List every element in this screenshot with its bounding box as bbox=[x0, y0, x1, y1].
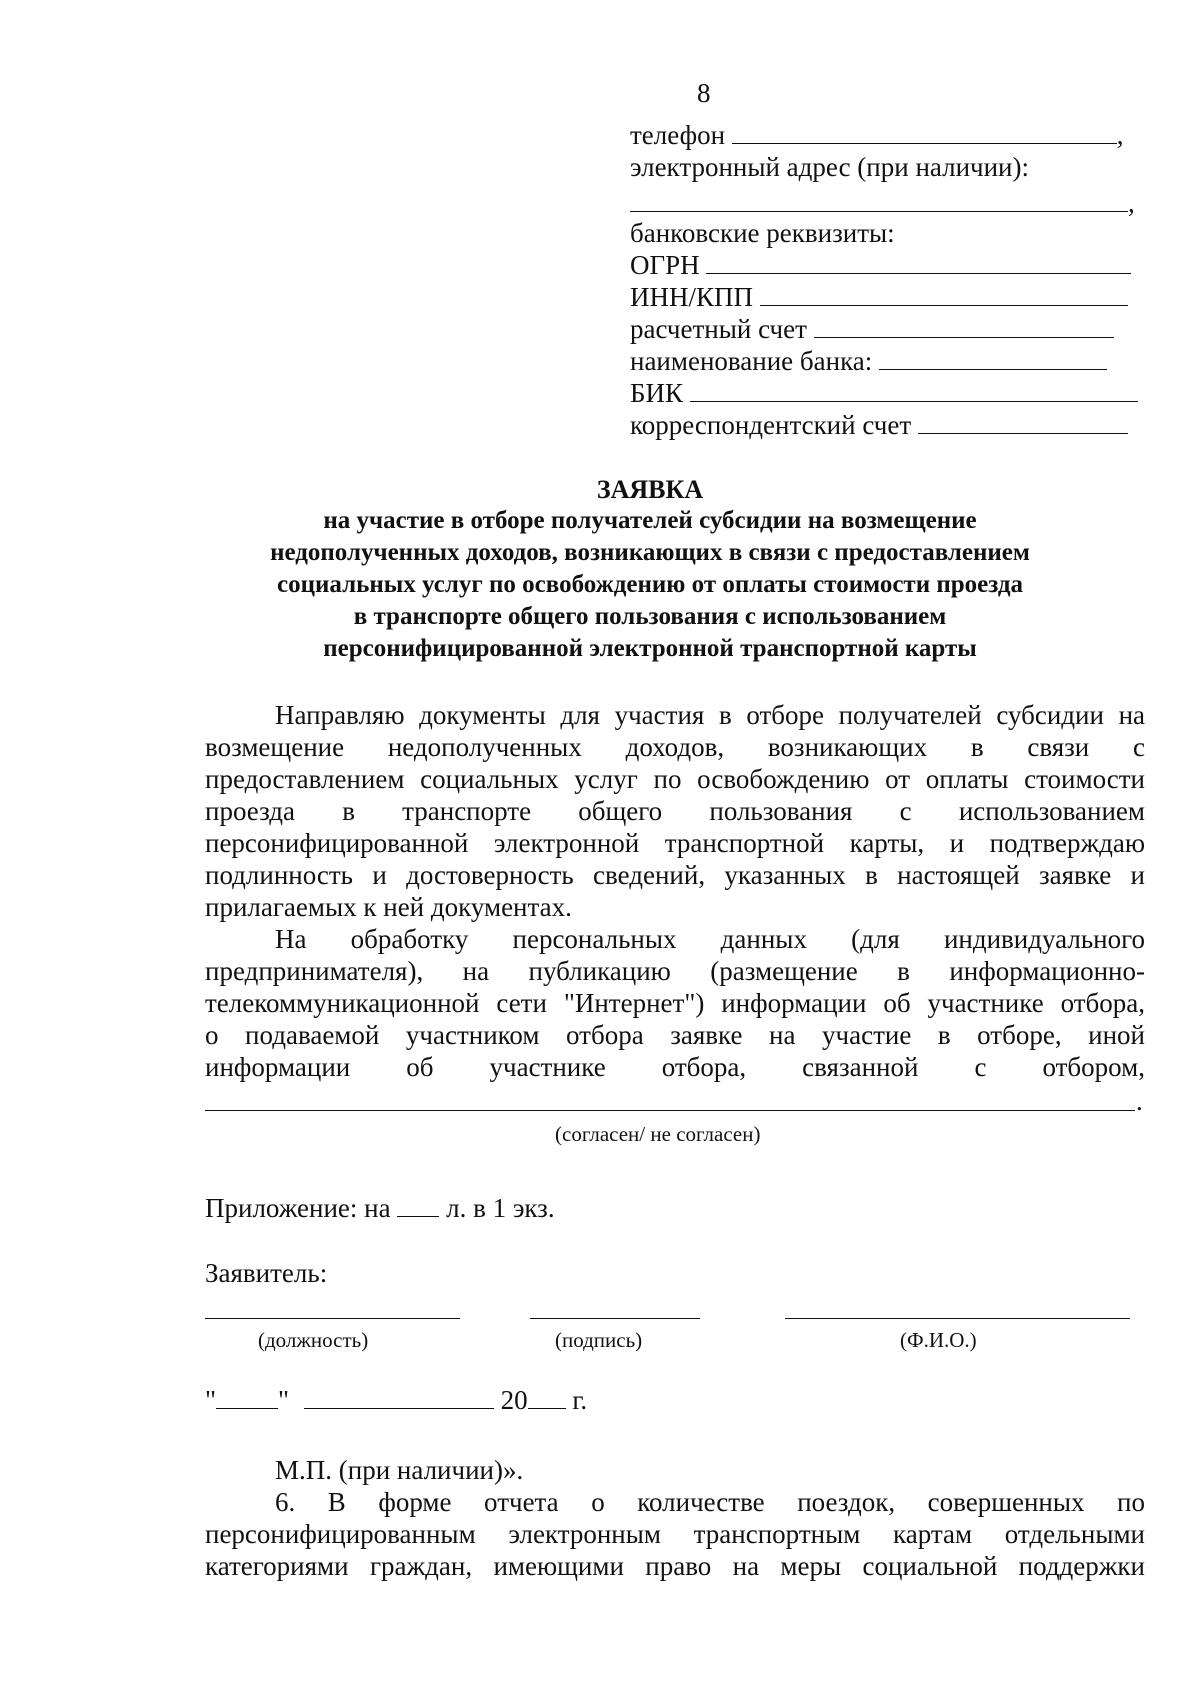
name-caption: (Ф.И.О.) bbox=[900, 1328, 977, 1352]
full-name-field[interactable] bbox=[785, 1318, 1130, 1319]
paragraph1-line: Направляю документы для участия в отборе получателей субсидии на bbox=[275, 700, 1145, 730]
signature-field[interactable] bbox=[530, 1318, 700, 1319]
date-line bbox=[205, 1385, 587, 1416]
date-quote-open: " bbox=[205, 1385, 217, 1415]
email-field[interactable] bbox=[630, 189, 1128, 212]
bank-name-line bbox=[630, 346, 1107, 377]
paragraph2-line: На обработку персональных данных (для индивидуального bbox=[275, 924, 1145, 954]
ogrn-line bbox=[630, 250, 1131, 281]
item6-line: персонифицированным электронным транспортным картам отдельными bbox=[205, 1519, 1145, 1549]
email-line bbox=[630, 188, 1135, 219]
paragraph2-line: информации об участнике отбора, связанной с отбором, bbox=[205, 1052, 1145, 1082]
attachment-line bbox=[205, 1193, 555, 1224]
inn-kpp-line bbox=[630, 282, 1128, 313]
item6-line: 6. В форме отчета о количестве поездок, совершенных по bbox=[275, 1487, 1145, 1517]
corr-account-label: корреспондентский счет bbox=[630, 410, 912, 440]
paragraph2-line: телекоммуникационной сети "Интернет") информации об участнике отбора, bbox=[205, 988, 1145, 1018]
account-field[interactable] bbox=[814, 315, 1114, 338]
account-label: расчетный счет bbox=[630, 314, 807, 344]
date-year-suffix: г. bbox=[572, 1385, 588, 1415]
bank-name-label: наименование банка: bbox=[630, 346, 873, 376]
paragraph2-line: о подаваемой участником отбора заявке на участие в отборе, иной bbox=[205, 1020, 1145, 1050]
ogrn-field[interactable] bbox=[706, 251, 1131, 274]
item6-line: категориями граждан, имеющими право на меры социальной поддержки bbox=[205, 1551, 1145, 1581]
date-quote-close: " bbox=[278, 1385, 290, 1415]
ogrn-label: ОГРН bbox=[630, 250, 700, 280]
date-month-field[interactable] bbox=[304, 1386, 494, 1409]
consent-period: . bbox=[1136, 1086, 1143, 1116]
paragraph1-line: возмещение недополученных доходов, возникающих в связи с bbox=[205, 732, 1145, 762]
date-day-field[interactable] bbox=[216, 1386, 278, 1409]
document-title: ЗАЯВКА bbox=[596, 475, 704, 504]
heading-line: персонифицированной электронной транспортной карты bbox=[323, 635, 977, 662]
inn-kpp-label: ИНН/КПП bbox=[630, 282, 754, 312]
bank-details-label: банковские реквизиты: bbox=[630, 218, 895, 248]
phone-comma: , bbox=[1116, 120, 1124, 150]
phone-label: телефон bbox=[630, 120, 726, 150]
phone-line bbox=[630, 120, 1124, 151]
email-label: электронный адрес (при наличии): bbox=[630, 152, 1030, 182]
date-year-field[interactable] bbox=[528, 1386, 566, 1409]
heading-line: социальных услуг по освобождению от оплаты стоимости проезда bbox=[276, 571, 1024, 598]
bik-field[interactable] bbox=[690, 379, 1138, 402]
page-number: 8 bbox=[697, 78, 711, 108]
paragraph1-line: персонифицированной электронной транспортной карты, и подтверждаю bbox=[205, 828, 1145, 858]
position-field[interactable] bbox=[205, 1318, 460, 1319]
date-year-prefix: 20 bbox=[500, 1385, 528, 1415]
paragraph1-last-line: прилагаемых к ней документах. bbox=[205, 892, 572, 922]
consent-field[interactable] bbox=[205, 1110, 1135, 1111]
heading-line: на участие в отборе получателей субсидии на возмещение bbox=[323, 507, 977, 534]
attachment-pages-field[interactable] bbox=[397, 1194, 439, 1217]
corr-account-line bbox=[630, 410, 1128, 441]
signature-caption: (подпись) bbox=[555, 1328, 643, 1352]
bank-name-field[interactable] bbox=[879, 347, 1107, 370]
phone-field[interactable] bbox=[732, 121, 1117, 144]
inn-kpp-field[interactable] bbox=[760, 283, 1128, 306]
consent-caption: (согласен/ не согласен) bbox=[555, 1122, 761, 1146]
paragraph1-line: подлинность и достоверность сведений, указанных в настоящей заявке и bbox=[205, 860, 1145, 890]
position-caption: (должность) bbox=[258, 1328, 369, 1352]
paragraph1-line: предоставлением социальных услуг по освобождению от оплаты стоимости bbox=[205, 764, 1145, 794]
heading-line: недополученных доходов, возникающих в связи с предоставлением bbox=[270, 539, 1030, 566]
applicant-label: Заявитель: bbox=[205, 1258, 328, 1288]
paragraph1-line: проезда в транспорте общего пользования с использованием bbox=[205, 796, 1145, 826]
bik-line bbox=[630, 378, 1138, 409]
account-line bbox=[630, 314, 1114, 345]
attachment-suffix: л. в 1 экз. bbox=[446, 1193, 555, 1223]
email-comma: , bbox=[1128, 188, 1135, 218]
corr-account-field[interactable] bbox=[918, 411, 1128, 434]
paragraph2-line: предпринимателя), на публикацию (размещение в информационно- bbox=[205, 956, 1145, 986]
heading-line: в транспорте общего пользования с использованием bbox=[353, 603, 947, 630]
stamp-note: М.П. (при наличии)». bbox=[275, 1455, 524, 1485]
attachment-prefix: Приложение: на bbox=[205, 1193, 391, 1223]
bik-label: БИК bbox=[630, 378, 684, 408]
